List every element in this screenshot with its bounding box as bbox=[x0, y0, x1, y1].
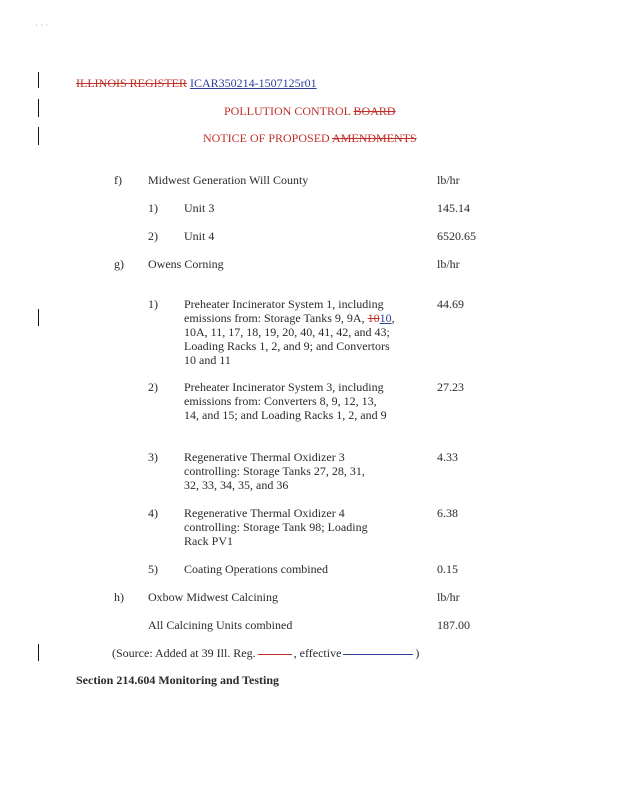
item-text: Unit 3 bbox=[184, 201, 215, 215]
register-page-blank bbox=[258, 654, 292, 655]
section-letter: h) bbox=[114, 590, 124, 604]
revision-bar bbox=[38, 72, 39, 88]
item-text: Coating Operations combined bbox=[184, 562, 328, 576]
item-value: 145.14 bbox=[437, 201, 470, 215]
register-deleted-text: ILLINOIS REGISTER bbox=[76, 76, 187, 90]
item-number: 1) bbox=[148, 297, 158, 311]
item-text: Regenerative Thermal Oxidizer 3 controlling: Storage Tanks 27, 28, 31, 32, 33, 34, 35, and 36 bbox=[184, 450, 365, 492]
scan-corner-marks: · · · bbox=[35, 20, 49, 30]
item-text: All Calcining Units combined bbox=[148, 618, 293, 632]
effective-date-blank bbox=[343, 654, 413, 655]
item-number: 4) bbox=[148, 506, 158, 520]
item-number: 2) bbox=[148, 229, 158, 243]
item-value: 27.23 bbox=[437, 380, 464, 394]
register-inserted-text: ICAR350214-1507125r01 bbox=[190, 76, 317, 90]
section-unit: lb/hr bbox=[437, 257, 460, 271]
item-value: 6.38 bbox=[437, 506, 458, 520]
revision-bar bbox=[38, 309, 39, 326]
revision-bar bbox=[38, 127, 39, 145]
item-text: Unit 4 bbox=[184, 229, 215, 243]
item-number: 3) bbox=[148, 450, 158, 464]
item-value: 6520.65 bbox=[437, 229, 476, 243]
item-number: 2) bbox=[148, 380, 158, 394]
section-name: Owens Corning bbox=[148, 257, 224, 271]
item-text: Preheater Incinerator System 3, including emissions from: Converters 8, 9, 12, 13, 14, and 15; and Loading Racks 1, 2, and 9 bbox=[184, 380, 387, 422]
item-value: 187.00 bbox=[437, 618, 470, 632]
inserted-text: 10 bbox=[379, 311, 392, 325]
item-text: Regenerative Thermal Oxidizer 4 controlling: Storage Tank 98; Loading Rack PV1 bbox=[184, 506, 368, 548]
revision-bar bbox=[38, 99, 39, 117]
item-text: Preheater Incinerator System 1, including emissions from: Storage Tanks 9, 9A, 1010, 10A, 11, 17, 18, 19, 20, 40, 41, 42, and 43; Loading Racks 1, 2, and 9; and Convertors 10 and 11 bbox=[184, 297, 395, 367]
section-letter: f) bbox=[114, 173, 122, 187]
section-unit: lb/hr bbox=[437, 173, 460, 187]
notice-title: NOTICE OF PROPOSED AMENDMENTS bbox=[203, 131, 417, 145]
agency-title: POLLUTION CONTROL BOARD bbox=[224, 104, 396, 118]
section-name: Oxbow Midwest Calcining bbox=[148, 590, 278, 604]
revision-bar bbox=[38, 644, 39, 661]
item-value: 0.15 bbox=[437, 562, 458, 576]
item-number: 5) bbox=[148, 562, 158, 576]
deleted-text: 10 bbox=[367, 311, 380, 325]
register-header bbox=[76, 76, 317, 90]
section-letter: g) bbox=[114, 257, 124, 271]
section-heading: Section 214.604 Monitoring and Testing bbox=[76, 673, 280, 687]
source-note: (Source: Added at 39 Ill. Reg. , effective ) bbox=[112, 646, 420, 660]
item-number: 1) bbox=[148, 201, 158, 215]
section-unit: lb/hr bbox=[437, 590, 460, 604]
item-value: 44.69 bbox=[437, 297, 464, 311]
section-name: Midwest Generation Will County bbox=[148, 173, 309, 187]
item-value: 4.33 bbox=[437, 450, 458, 464]
